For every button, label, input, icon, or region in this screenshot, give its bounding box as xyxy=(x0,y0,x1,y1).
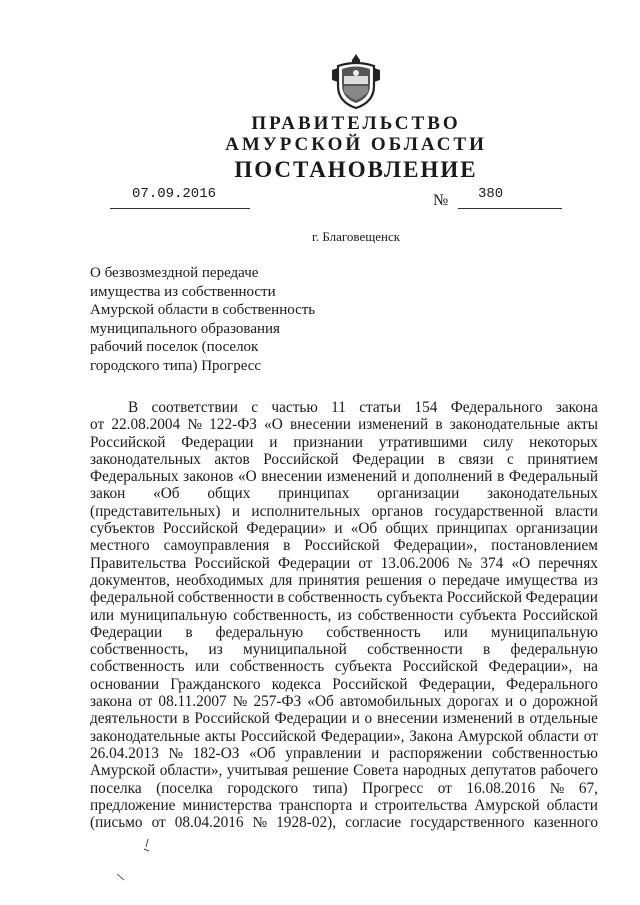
subject-line: рабочий поселок (поселок xyxy=(90,339,259,356)
body-word: дорожной xyxy=(533,693,598,711)
body-word: изменений xyxy=(442,710,513,728)
body-word: из xyxy=(208,641,223,659)
body-word: изменений xyxy=(358,416,429,434)
body-word: народных xyxy=(402,762,467,780)
body-word: депутатов xyxy=(471,762,537,780)
body-line xyxy=(90,416,598,433)
body-word: 13.06.2006 xyxy=(380,554,450,572)
body-word: изменений xyxy=(326,468,397,486)
body-word: и xyxy=(359,796,368,814)
body-word: в xyxy=(283,537,291,555)
body-word: 08.04.2016 xyxy=(174,814,244,832)
body-word: Закона xyxy=(409,727,453,745)
body-word: Гражданского xyxy=(170,675,261,693)
body-word: акты xyxy=(204,727,236,745)
organization-name-line2: АМУРСКОЙ ОБЛАСТИ xyxy=(225,134,487,155)
body-word: № xyxy=(549,779,565,797)
body-word: Российской xyxy=(263,450,339,468)
body-word: или xyxy=(90,606,115,624)
subject-line: имущества из собственности xyxy=(90,283,276,300)
body-line xyxy=(90,451,598,468)
body-word: о xyxy=(364,710,373,728)
body-word: о xyxy=(519,693,527,711)
body-word: Федеральный xyxy=(508,468,598,486)
body-word: внесении xyxy=(376,710,438,728)
body-word: в xyxy=(497,468,505,486)
body-word: законодательные xyxy=(449,416,560,434)
body-word: 257-ФЗ xyxy=(253,693,302,711)
body-word: Федерации», xyxy=(393,537,478,555)
date-field xyxy=(110,186,250,209)
pen-stroke-mark xyxy=(143,838,151,852)
body-word: постановлением xyxy=(491,537,598,555)
body-word: Российской xyxy=(194,710,270,728)
body-word: и xyxy=(231,502,241,520)
body-line xyxy=(90,710,598,727)
body-line xyxy=(90,572,598,589)
body-word: собственность xyxy=(229,658,325,676)
body-word: собственностью xyxy=(492,744,598,762)
body-word: № xyxy=(252,814,268,832)
body-line xyxy=(90,589,598,606)
body-word: Российской xyxy=(162,520,239,538)
body-word: и xyxy=(505,693,514,711)
body-word: Федерации» xyxy=(246,520,327,538)
subject-line: Амурской области в собственность xyxy=(90,302,316,319)
body-word: от xyxy=(151,814,166,832)
body-word: Российской xyxy=(522,606,598,624)
body-word: соответствии xyxy=(151,399,238,416)
body-word: «Об xyxy=(249,744,276,762)
body-word: 374 xyxy=(480,554,504,572)
body-word: 16.08.2016 xyxy=(466,779,536,797)
body-word: поселка xyxy=(90,779,142,797)
document-subject xyxy=(90,264,390,376)
body-word: предложение xyxy=(90,796,176,814)
body-word: Правительства xyxy=(90,554,187,572)
body-word: (представительных) xyxy=(90,502,221,520)
body-word: документов, xyxy=(90,571,170,589)
body-word: общих xyxy=(385,520,429,538)
body-word: Федерации xyxy=(90,623,163,641)
body-word: некоторых xyxy=(529,433,598,451)
body-word: федеральной xyxy=(90,589,175,607)
body-word: № xyxy=(232,693,248,711)
subject-line: муниципального образования xyxy=(90,320,280,337)
body-word: законодательных xyxy=(487,485,598,503)
body-word: Российской xyxy=(194,554,270,572)
body-line xyxy=(90,658,598,675)
body-word: рабочего xyxy=(540,762,598,780)
body-word: с xyxy=(507,450,514,468)
body-word: (письмо xyxy=(90,814,143,832)
body-word: собственности xyxy=(367,641,463,659)
body-word: федеральную xyxy=(215,623,304,641)
body-word: Совета xyxy=(353,762,399,780)
body-word: собственности xyxy=(357,606,454,624)
body-word: утратившими xyxy=(378,433,468,451)
body-word: общих xyxy=(207,485,251,503)
body-word: исполнительных xyxy=(251,502,361,520)
body-line xyxy=(90,728,598,745)
body-word: в xyxy=(182,710,190,728)
document-type-title: ПОСТАНОВЛЕНИЕ xyxy=(234,157,478,182)
body-word: органов xyxy=(371,502,424,520)
body-word: Прогресс xyxy=(362,779,424,797)
body-word: актов xyxy=(214,450,250,468)
body-word: собственности xyxy=(177,589,274,607)
body-word: принципах xyxy=(436,520,508,538)
body-word: учитывая xyxy=(226,762,289,780)
body-word: № xyxy=(457,554,473,572)
subject-line: О безвозмездной передаче xyxy=(90,265,259,281)
body-word: Федерации xyxy=(277,554,351,572)
body-word: «Об xyxy=(153,485,180,503)
body-word: отдельные xyxy=(529,710,598,728)
body-word: принятием xyxy=(527,450,598,468)
body-word: Российской xyxy=(90,433,166,451)
body-word: принятия xyxy=(298,571,360,589)
body-word: управлении xyxy=(285,744,362,762)
body-word: закон xyxy=(90,485,126,503)
city-name: г. Благовещенск xyxy=(311,229,401,244)
body-word: Федерального xyxy=(450,399,543,416)
body-word: собственность, xyxy=(90,641,189,659)
body-word: передаче xyxy=(442,571,500,589)
body-word: Федерального xyxy=(506,675,598,693)
body-word: законодательных xyxy=(90,450,201,468)
body-word: от xyxy=(437,779,452,797)
pen-dot-mark xyxy=(116,872,126,882)
body-word: акты xyxy=(567,416,598,434)
body-word: федеральную xyxy=(510,641,598,659)
body-word: Федерации», xyxy=(488,658,573,676)
body-word: автомобильных xyxy=(339,693,442,711)
body-word: от xyxy=(358,554,373,572)
body-word: и xyxy=(351,710,360,728)
body-word: субъекта xyxy=(334,658,392,676)
coat-of-arms-icon xyxy=(330,52,382,110)
body-word: внесении xyxy=(290,416,351,434)
body-word: «О xyxy=(264,416,283,434)
body-word: деятельности xyxy=(90,710,178,728)
body-word: с xyxy=(251,399,259,416)
body-word: необходимых xyxy=(176,571,264,589)
body-word: области xyxy=(527,727,580,745)
body-word: внесении xyxy=(261,468,323,486)
body-word: Российской xyxy=(446,589,523,607)
body-word: собственность xyxy=(287,589,383,607)
body-line xyxy=(90,607,598,624)
body-word: «О xyxy=(511,554,531,572)
body-word: строительства xyxy=(374,796,468,814)
body-word: законодательные xyxy=(90,727,201,745)
body-word: в xyxy=(277,589,285,607)
body-word: согласие xyxy=(345,814,402,832)
body-word: 182-ОЗ xyxy=(192,744,240,762)
body-word: связи xyxy=(458,450,494,468)
document-body xyxy=(90,399,598,831)
body-line xyxy=(90,780,598,797)
body-word: Российской xyxy=(402,658,478,676)
document-date: 07.09.2016 xyxy=(132,186,217,202)
body-word: Федерации, xyxy=(418,675,495,693)
body-word: собственность, xyxy=(233,606,332,624)
body-word: Федерации», xyxy=(320,727,405,745)
organization-name-line1: ПРАВИТЕЛЬСТВО xyxy=(251,113,461,134)
subject-line: городского типа) Прогресс xyxy=(90,357,262,374)
body-word: для xyxy=(269,571,293,589)
body-word: типа) xyxy=(312,779,348,797)
body-word: «Об xyxy=(307,693,334,711)
body-word: муниципальную xyxy=(490,623,598,641)
body-word: от xyxy=(90,416,105,434)
body-word: дорогах xyxy=(447,693,499,711)
body-word: № xyxy=(168,744,184,762)
body-word: и xyxy=(371,744,380,762)
body-word: 22.08.2004 xyxy=(111,416,181,434)
body-word: законов xyxy=(183,468,234,486)
body-line xyxy=(90,762,598,779)
body-word: кодекса xyxy=(271,675,322,693)
body-word: признании xyxy=(293,433,363,451)
body-word: в xyxy=(517,710,525,728)
body-line xyxy=(90,434,598,451)
body-word: или xyxy=(195,658,220,676)
body-word: «О xyxy=(237,468,257,486)
body-word: Федерации xyxy=(274,710,347,728)
body-word: власти xyxy=(554,502,598,520)
body-word: субъекта xyxy=(459,606,517,624)
body-word: области», xyxy=(159,762,223,780)
body-word: организации xyxy=(515,520,598,538)
body-word: в xyxy=(437,450,446,468)
body-word: Российской xyxy=(240,727,316,745)
body-word: силу xyxy=(483,433,514,451)
body-word: собственность xyxy=(90,658,185,676)
body-word: 26.04.2013 xyxy=(90,744,159,762)
body-word: № xyxy=(187,416,202,434)
body-line xyxy=(90,797,598,814)
body-word: собственность xyxy=(326,623,421,641)
body-line xyxy=(90,814,598,831)
body-word: основании xyxy=(90,675,160,693)
body-word: Амурской xyxy=(457,727,524,745)
body-word: из xyxy=(583,571,598,589)
body-line xyxy=(90,693,598,710)
body-word: от xyxy=(138,693,153,711)
body-word: местного xyxy=(90,537,150,555)
body-word: 11 xyxy=(331,399,346,416)
body-word: Федерации xyxy=(181,433,254,451)
body-word: из xyxy=(337,606,352,624)
body-word: транспорта xyxy=(279,796,353,814)
body-word: статьи xyxy=(359,399,402,416)
body-word: организации xyxy=(377,485,460,503)
body-word: Федерации xyxy=(525,589,598,607)
body-word: или xyxy=(443,623,468,641)
body-word: решения xyxy=(365,571,423,589)
body-word: от xyxy=(583,727,598,745)
body-line xyxy=(90,676,598,693)
body-word: Российской xyxy=(332,675,408,693)
body-word: распоряжении xyxy=(388,744,483,762)
body-word: Амурской xyxy=(474,796,540,814)
body-line xyxy=(90,641,598,658)
body-word: о xyxy=(428,571,436,589)
body-word: перечнях xyxy=(538,554,598,572)
body-word: области xyxy=(546,796,598,814)
body-word: 154 xyxy=(414,399,438,416)
body-word: муниципальной xyxy=(243,641,347,659)
body-word: на xyxy=(582,658,598,676)
body-word: закона xyxy=(90,693,133,711)
body-word: 1928-02), xyxy=(276,814,337,832)
body-line xyxy=(90,503,598,520)
body-word: государственного xyxy=(410,814,525,832)
body-line xyxy=(90,468,598,485)
body-word: в xyxy=(482,641,491,659)
body-word: 122-ФЗ xyxy=(209,416,257,434)
body-line xyxy=(90,745,598,762)
body-word: решение xyxy=(292,762,349,780)
body-line xyxy=(90,520,598,537)
body-word: субъекта xyxy=(386,589,444,607)
body-word: имущества xyxy=(505,571,578,589)
body-line xyxy=(90,624,598,641)
number-field xyxy=(458,186,562,209)
body-word: частью xyxy=(271,399,318,416)
body-word: Амурской xyxy=(90,762,156,780)
body-word: государственной xyxy=(434,502,544,520)
body-word: дополнений xyxy=(414,468,493,486)
document-number: 380 xyxy=(478,186,504,202)
body-word: самоуправления xyxy=(163,537,270,555)
body-word: принципах xyxy=(278,485,350,503)
body-word: в xyxy=(435,416,443,434)
body-word: Федерации xyxy=(352,450,425,468)
body-word: городского xyxy=(227,779,299,797)
body-line xyxy=(90,537,598,554)
body-word: министерства xyxy=(182,796,272,814)
body-word: казенного xyxy=(533,814,598,832)
body-word: закона xyxy=(555,399,598,416)
body-line xyxy=(90,555,598,572)
number-sign: № xyxy=(433,192,449,209)
body-word: субъектов xyxy=(90,520,155,538)
body-word: 08.11.2007 xyxy=(158,693,227,711)
body-word: Российской xyxy=(304,537,380,555)
body-line xyxy=(90,485,598,502)
body-word: (поселка xyxy=(156,779,213,797)
body-word: муниципальную xyxy=(120,606,228,624)
body-word: «Об xyxy=(350,520,378,538)
body-word: в xyxy=(185,623,193,641)
body-word: и xyxy=(401,468,410,486)
body-word: и xyxy=(269,433,278,451)
body-word: Федеральных xyxy=(90,468,179,486)
body-word: В xyxy=(128,399,139,416)
body-line xyxy=(90,399,598,416)
body-word: и xyxy=(334,520,343,538)
body-word: 67, xyxy=(578,779,598,797)
